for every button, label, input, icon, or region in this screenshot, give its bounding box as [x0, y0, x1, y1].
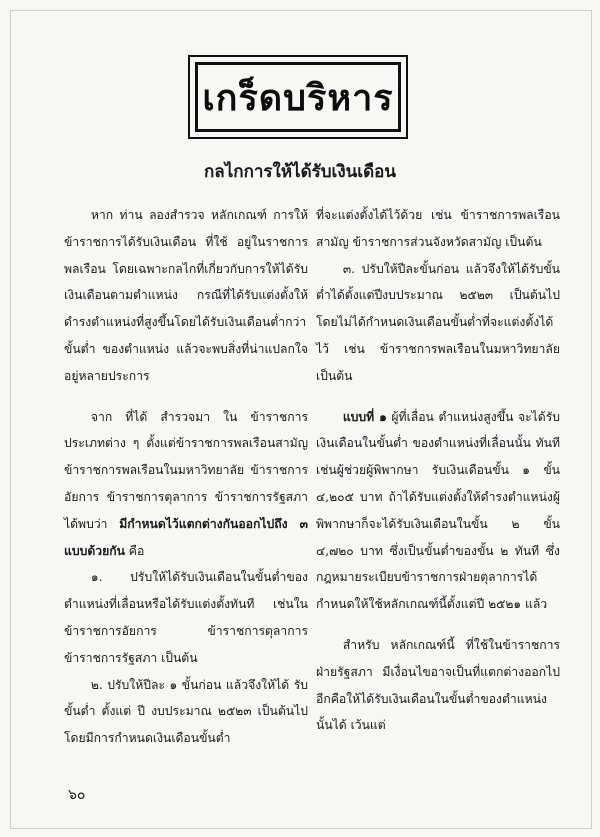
right-column: [316, 202, 560, 739]
left-paragraph-2-bold: มีกำหนดไว้แตกต่างกันออกไปถึง ๓ แบบด้วยกัน: [64, 516, 308, 558]
right-paragraph-1: ที่จะแต่งตั้งได้ไว้ด้วย เช่น ข้าราชการพลเรือนสามัญ ข้าราชการส่วนจังหวัดสามัญ เป็นต้น: [316, 208, 560, 249]
right-paragraph-2: ๓. ปรับให้ปีละขั้นก่อน แล้วจึงให้ได้รับขั้นต่ำได้ตั้งแต่ปีงบประมาณ ๒๕๒๓ เป็นต้นไป โดยไม่ได้กำหนดเงินเดือนขั้นต่ำที่จะแต่งตั้งได้ไว้ เช่น ข้าราชการพลเรือนในมหาวิทยาลัย เป็นต้น: [316, 261, 560, 383]
right-paragraph-3-bold: แบบที่ ๑: [342, 409, 387, 424]
right-paragraph-4: สำหรับ หลักเกณฑ์นี้ ที่ใช้ในข้าราชการฝ่ายรัฐสภา มีเงื่อนไขอาจเป็นที่แตกต่างออกไปอีกคือให้ได้รับเงินเดือนในขั้นต่ำของตำแหน่งนั้นได้ เว้นแต่: [316, 637, 560, 733]
right-paragraph-3-rest: ผู้ที่เลื่อน ตำแหน่งสูงขึ้น จะได้รับเงินเดือนในขั้นต่ำ ของตำแหน่งที่เลื่อนนั้น ทันที เช่นผู้ช่วยผู้พิพากษา รับเงินเดือนขั้น ๑ ขั้น ๔,๒๐๕ บาท ถ้าได้รับแต่งตั้งให้ดำรงตำแหน่งผู้พิพากษาก็จะได้รับเงินเดือนในขั้น ๒ ขั้น ๔,๗๒๐ บาท ซึ่งเป็นขั้นต่ำของขั้น ๒ ทันที ซึ่งกฎหมายระเบียบข้าราชการฝ่ายตุลาการได้ กำหนดให้ใช้หลักเกณฑ์นี้ตั้งแต่ปี ๒๕๒๑ แล้ว: [316, 409, 560, 612]
left-column: [64, 202, 308, 752]
section-banner-inner-frame: [195, 62, 401, 132]
left-paragraph-1: หาก ท่าน ลองสำรวจ หลักเกณฑ์ การให้ข้าราชการได้รับเงินเดือน ที่ใช้ อยู่ในราชการพลเรือน โดยเฉพาะกลไกที่เกี่ยวกับการให้ได้รับเงินเดือนตามตำแหน่ง กรณีที่ได้รับแต่งตั้งให้ดำรงตำแหน่งที่สูงขึ้นโดยได้รับเงินเดือนต่ำกว่าขั้นต่ำ ของตำแหน่ง แล้วจะพบสิ่งที่น่าแปลกใจอยู่หลายประการ: [64, 208, 308, 383]
right-paragraph-3: [316, 404, 560, 618]
section-banner: [188, 55, 408, 139]
section-title: เกร็ดบริหาร: [202, 77, 394, 119]
left-paragraph-2-start: จาก ที่ได้ สำรวจมา ใน ข้าราชการ ประเภทต่าง ๆ ตั้งแต่ข้าราชการพลเรือนสามัญ ข้าราชการพลเรือนในมหาวิทยาลัย ข้าราชการอัยการ ข้าราชการตุลาการ ข้าราชการรัฐสภา ได้พบว่า: [64, 409, 308, 531]
left-paragraph-2: [64, 404, 308, 565]
article-title: กลไกการให้ได้รับเงินเดือน: [204, 162, 396, 182]
left-paragraph-4: ๒. ปรับให้ปีละ ๑ ขั้นก่อน แล้วจึงให้ได้ รับ ขั้นต่ำ ตั้งแต่ ปี งบประมาณ ๒๕๒๓ เป็นต้นไป โดยมีการกำหนดเงินเดือนขั้นต่ำ: [64, 677, 308, 746]
left-paragraph-3: ๑. ปรับให้ได้รับเงินเดือนในขั้นต่ำของตำแหน่งที่เลื่อนหรือได้รับแต่งตั้งทันที เช่นในข้าราชการอัยการ ข้าราชการตุลาการ ข้าราชการรัฐสภา เป็นต้น: [64, 570, 308, 665]
page-number: ๖๐: [68, 787, 86, 803]
left-paragraph-2-end: คือ: [124, 543, 145, 558]
